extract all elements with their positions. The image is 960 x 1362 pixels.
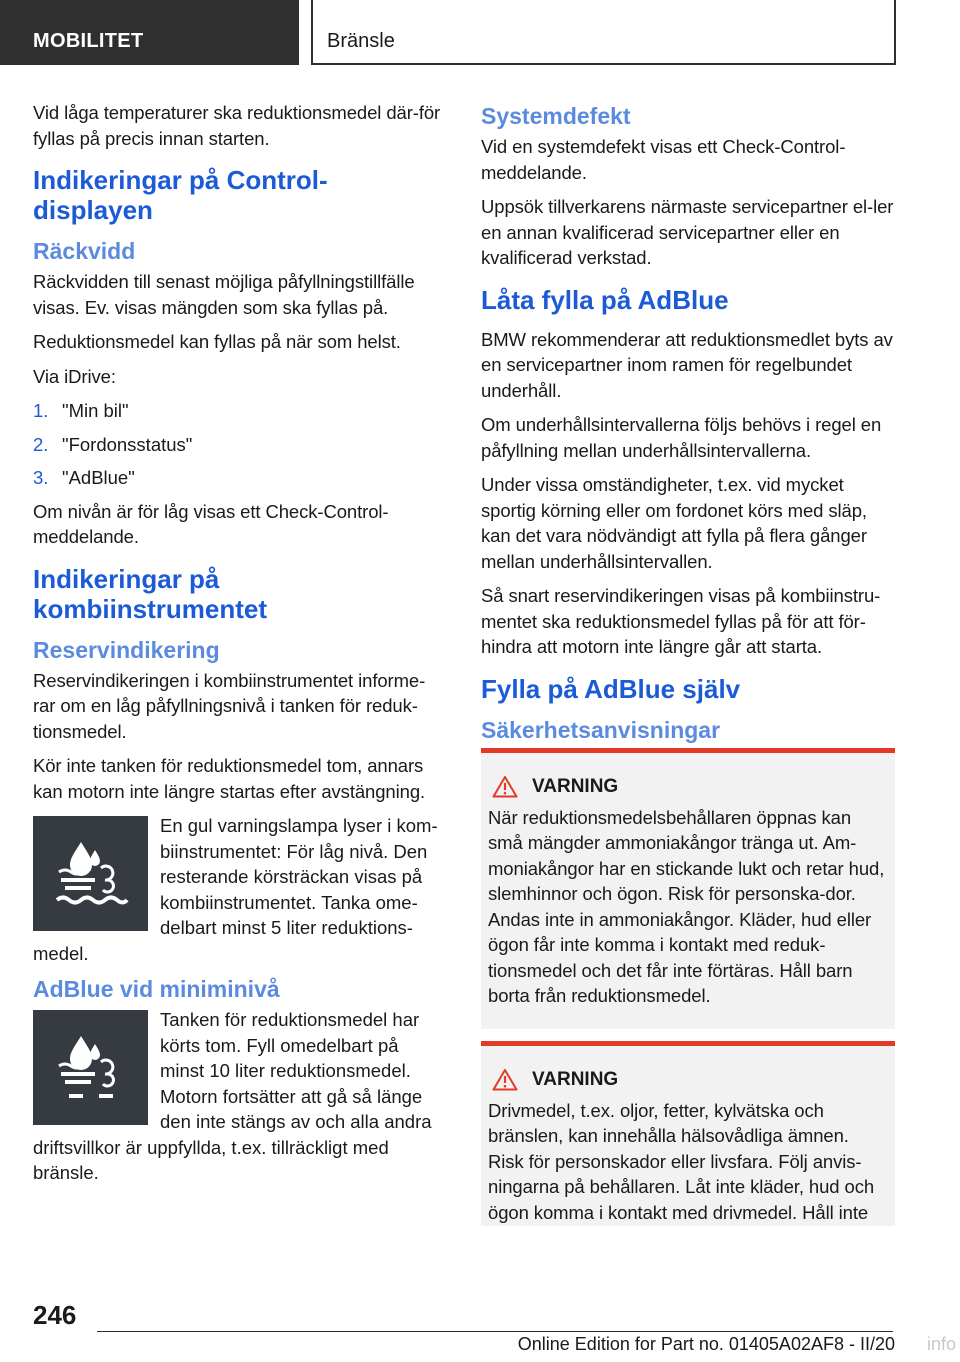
range-paragraph-4: Om nivån är för låg visas ett Check-Control-meddelande.	[33, 500, 389, 547]
step-text: "Min bil"	[62, 400, 129, 421]
adblue-empty-lamp-icon	[33, 1010, 148, 1125]
heading-safety: Säkerhetsanvisningar	[481, 716, 721, 743]
adblue-warning-lamp-icon	[33, 816, 148, 931]
step-text: "Fordonsstatus"	[62, 433, 193, 455]
step-number: 3.	[33, 467, 49, 488]
heading-range: Räckvidd	[33, 238, 136, 264]
step-item	[33, 465, 443, 491]
warning-title-text: VARNING	[532, 775, 619, 797]
warning-triangle-icon	[492, 1068, 518, 1091]
heading-kombi: Indikeringar på kombiinstrumentet	[33, 563, 268, 624]
idrive-steps	[33, 398, 443, 491]
range-paragraph-2: Reduktionsmedel kan fyllas på när som helst.	[33, 331, 401, 352]
warning-text: Drivmedel, t.ex. oljor, fetter, kylvätska och bränslen, kan innehålla hälsovådliga ämnen. Risk för personskador eller livsfara. Följ anvis-ningarna på behållaren. Låt inte kläder, hud och ögon komma i kontakt med drivmedel. Håll inte	[488, 1099, 875, 1223]
left-column	[33, 100, 443, 1195]
warning-title-text: VARNING	[532, 1068, 619, 1090]
fill-paragraph-1: BMW rekommenderar att reduktionsmedlet byts av en servicepartner inom ramen för regelbundet underhåll.	[481, 328, 893, 401]
step-item	[33, 432, 443, 458]
sysdef-paragraph-1: Vid en systemdefekt visas ett Check-Control-meddelande.	[481, 136, 846, 183]
fill-paragraph-3: Under vissa omständigheter, t.ex. vid mycket sportig körning eller om fordonet körs med släp, kan det vara nödvändigt att fylla på flera gånger mellan underhållsintervallen.	[481, 474, 867, 572]
step-text: "AdBlue"	[62, 467, 135, 488]
intro-paragraph: Vid låga temperaturer ska reduktionsmedel där-för fyllas på precis innan starten.	[33, 102, 441, 149]
warning-box-ammonia	[481, 748, 895, 1029]
section-tab: MOBILITET	[0, 0, 299, 65]
page-number: 246	[33, 1300, 77, 1330]
heading-control-display: Indikeringar på Control-displayen	[33, 165, 328, 225]
range-paragraph-3: Via iDrive:	[33, 365, 116, 387]
heading-self-fill: Fylla på AdBlue själv	[481, 673, 741, 704]
watermark: info	[926, 1334, 956, 1354]
reserve-warning-block	[33, 813, 443, 966]
footer-divider	[97, 1331, 893, 1332]
reserve-paragraph-1: Reservindikeringen i kombiinstrumentet informe-rar om en låg påfyllningsnivå i tanken för reduk-tionsmedel.	[33, 669, 426, 742]
chapter-title: Bränsle	[311, 0, 896, 65]
heading-service-fill: Låta fylla på AdBlue	[481, 284, 729, 315]
sysdef-paragraph-2: Uppsök tillverkarens närmaste servicepartner el-ler en annan kvalificerad servicepartner eller en kvalificerad verkstad.	[481, 196, 894, 268]
range-paragraph-1: Räckvidden till senast möjliga påfyllningstillfälle visas. Ev. visas mängden som ska fyllas på.	[33, 271, 415, 318]
fill-paragraph-4: Så snart reservindikeringen visas på kombiinstru-mentet ska reduktionsmedel fyllas på för att för-hindra att motorn inte längre går att starta.	[481, 585, 881, 657]
fill-paragraph-2: Om underhållsintervallerna följs behövs i regel en påfyllning mellan underhållsintervallerna.	[481, 414, 882, 461]
step-number: 2.	[33, 433, 49, 455]
warning-title	[488, 1068, 887, 1092]
reserve-icon-description: En gul varningslampa lyser i kom-biinstrumentet: För låg nivå. Den resterande körsträckan visas på kombiinstrumentet. Tanka ome-delbart minst 5 liter reduktions-medel.	[33, 815, 438, 964]
right-column	[481, 100, 895, 1238]
step-item	[33, 398, 443, 424]
heading-minimum: AdBlue vid miniminivå	[33, 976, 280, 1002]
warning-triangle-icon	[492, 775, 518, 798]
warning-text: När reduktionsmedelsbehållaren öppnas kan små mängder ammoniakångor tränga ut. Am-moniakångor har en stickande lukt och retar hud, slemhinnor och ögon. Risk för personska-dor. Andas inte in ammoniakångor. Kläder, hud eller ögon får inte komma i kontakt med reduk-tionsmedel och det får inte förtäras. Håll barn borta från reduktionsmedel.	[488, 806, 885, 1006]
step-number: 1.	[33, 400, 49, 421]
heading-reserve: Reservindikering	[33, 636, 220, 663]
edition-note: Online Edition for Part no. 01405A02AF8 - II/20	[517, 1334, 895, 1354]
minimum-icon-description: Tanken för reduktionsmedel har körts tom. Fyll omedelbart på minst 10 liter reduktionsmedel. Motorn fortsätter att gå så länge den inte stängs av och alla andra driftsvillkor är uppfyllda, t.ex. tillräckligt med bränsle.	[33, 1009, 432, 1183]
reserve-paragraph-2: Kör inte tanken för reduktionsmedel tom, annars kan motorn inte längre startas efter avstängning.	[33, 755, 426, 802]
warning-box-fluids	[481, 1041, 895, 1226]
heading-system-defect: Systemdefekt	[481, 103, 631, 129]
minimum-warning-block	[33, 1007, 443, 1186]
warning-title	[488, 775, 887, 799]
